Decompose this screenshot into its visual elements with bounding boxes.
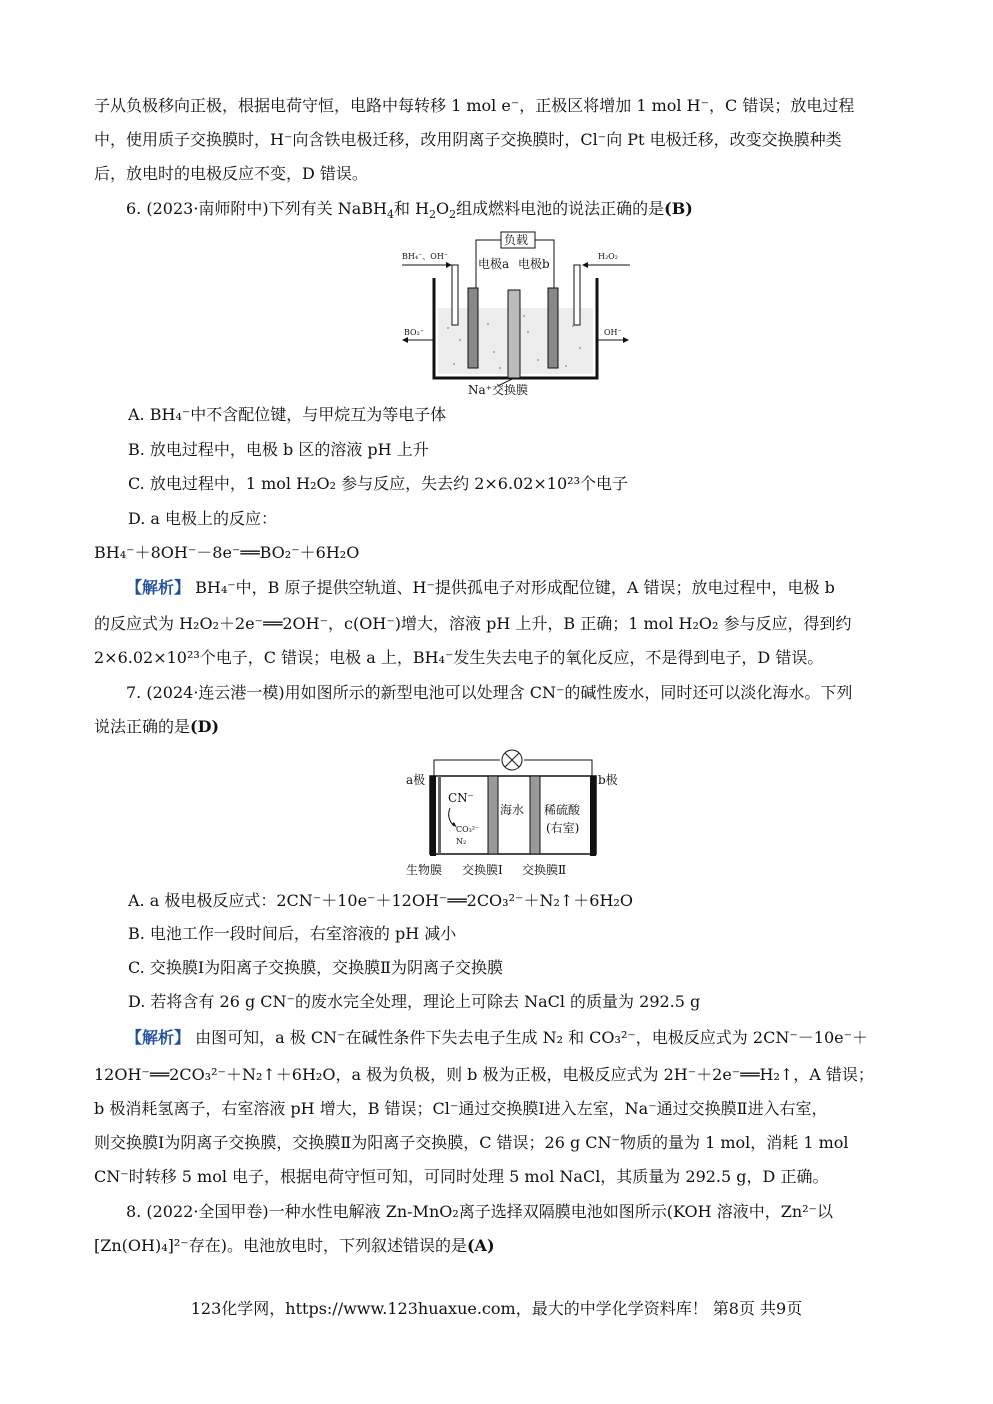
option-d: D. 若将含有 26 g CN⁻的废水完全处理，理论上可除去 NaCl 的质量为 292.5 g: [128, 992, 701, 1011]
a-pole-label: a极: [406, 773, 426, 787]
analysis-line: b 极消耗氢离子，右室溶液 pH 增大，B 错误；Cl⁻通过交换膜Ⅰ进入左室，Na⁻通过交换膜Ⅱ进入右室，: [94, 1099, 828, 1118]
question-8-stem: [Zn(OH)₄]²⁻存在)。电池放电时，下列叙述错误的是(A): [94, 1236, 495, 1255]
load-label: 负载: [504, 233, 529, 247]
acid-label: 稀硫酸: [544, 803, 581, 817]
n2-label: N₂: [456, 837, 467, 846]
option-c: C. 交换膜Ⅰ为阳离子交换膜，交换膜Ⅱ为阴离子交换膜: [128, 958, 504, 977]
option-a: A. a 极电极反应式：2CN⁻＋10e⁻＋12OH⁻══2CO₃²⁻＋N₂↑＋6H₂O: [128, 891, 633, 910]
option-b: B. 电池工作一段时间后，右室溶液的 pH 减小: [128, 924, 457, 943]
option-b: B. 放电过程中，电极 b 区的溶液 pH 上升: [128, 440, 429, 459]
co3-label: CO₃²⁻: [456, 825, 480, 834]
fuel-cell-diagram: [398, 228, 633, 398]
analysis-tag: 【解析】: [126, 578, 191, 597]
text-line: 子从负极移向正极，根据电荷守恒，电路中每转移 1 mol e⁻，正极区将增加 1 mol H⁻，C 错误；放电过程: [94, 96, 855, 115]
membrane-2-label: 交换膜Ⅱ: [522, 863, 567, 877]
seawater-label: 海水: [500, 803, 525, 817]
page-footer: 123化学网，https://www.123huaxue.com，最大的中学化学资料库！ 第8页 共9页: [190, 1299, 803, 1318]
answer: (A): [466, 1236, 495, 1255]
option-d: D. a 电极上的反应：: [128, 509, 278, 528]
electrode-b-label: 电极b: [518, 257, 550, 271]
question-8-stem: 8. (2022·全国甲卷)一种水性电解液 Zn-MnO₂离子选择双隔膜电池如图所示(KOH 溶液中，Zn²⁻以: [126, 1202, 833, 1221]
analysis-line: 则交换膜Ⅰ为阴离子交换膜，交换膜Ⅱ为阳离子交换膜，C 错误；26 g CN⁻物质的量为 1 mol，消耗 1 mol: [94, 1133, 849, 1152]
inlet-right-label: H₂O₂: [598, 252, 618, 261]
question-7-stem: 说法正确的是(D): [94, 717, 220, 736]
analysis-line: CN⁻时转移 5 mol 电子，根据电荷守恒可知，可同时处理 5 mol NaCl，其质量为 292.5 g，D 正确。: [94, 1167, 829, 1186]
option-a: A. BH₄⁻中不含配位键，与甲烷互为等电子体: [128, 405, 447, 424]
electrode-a-label: 电极a: [478, 257, 510, 271]
cn-battery-diagram: [402, 746, 634, 880]
bio-membrane-label: 生物膜: [406, 863, 443, 877]
answer: (B): [664, 199, 693, 218]
text-line: 中，使用质子交换膜时，H⁻向含铁电极迁移，改用阴离子交换膜时，Cl⁻向 Pt 电极迁移，改变交换膜种类: [94, 130, 842, 149]
outlet-left-label: BO₂⁻: [404, 328, 425, 337]
membrane-label: Na⁺交换膜: [468, 383, 528, 397]
inlet-left-label: BH₄⁻、OH⁻: [402, 252, 449, 261]
analysis-line: 的反应式为 H₂O₂＋2e⁻══2OH⁻，c(OH⁻)增大，溶液 pH 上升，B 正确；1 mol H₂O₂ 参与反应，得到约: [94, 614, 852, 633]
answer: (D): [190, 717, 220, 736]
cn-label: CN⁻: [448, 791, 475, 805]
membrane-1-label: 交换膜Ⅰ: [462, 863, 503, 877]
option-c: C. 放电过程中，1 mol H₂O₂ 参与反应，失去约 2×6.02×10²³个电子: [128, 474, 628, 493]
analysis-tag: 【解析】: [126, 1028, 191, 1047]
b-pole-label: b极: [598, 773, 618, 787]
analysis-line: 2×6.02×10²³个电子，C 错误；电极 a 上，BH₄⁻发生失去电子的氧化反应，不是得到电子，D 错误。: [94, 648, 824, 667]
text-line: 后，放电时的电极反应不变，D 错误。: [94, 164, 368, 183]
right-room-label: (右室): [546, 821, 580, 835]
outlet-right-label: OH⁻: [604, 328, 622, 337]
analysis-line: 【解析】 BH₄⁻中，B 原子提供空轨道、H⁻提供孤电子对形成配位键，A 错误；放电过程中，电极 b: [126, 578, 835, 597]
analysis-line: 【解析】 由图可知，a 极 CN⁻在碱性条件下失去电子生成 N₂ 和 CO₃²⁻，电极反应式为 2CN⁻－10e⁻＋: [126, 1028, 869, 1047]
analysis-line: 12OH⁻══2CO₃²⁻＋N₂↑＋6H₂O，a 极为负极，则 b 极为正极，电极反应式为 2H⁻＋2e⁻══H₂↑，A 错误；: [94, 1065, 874, 1084]
question-7-stem: 7. (2024·连云港一模)用如图所示的新型电池可以处理含 CN⁻的碱性废水，同时还可以淡化海水。下列: [126, 683, 853, 702]
question-6-stem: 6. (2023·南师附中)下列有关 NaBH$_4$和 $H_2O_2$组成燃料电池的说法正确的是(B): [126, 199, 693, 222]
option-d-equation: BH₄⁻＋8OH⁻－8e⁻══BO₂⁻＋6H₂O: [94, 543, 360, 562]
